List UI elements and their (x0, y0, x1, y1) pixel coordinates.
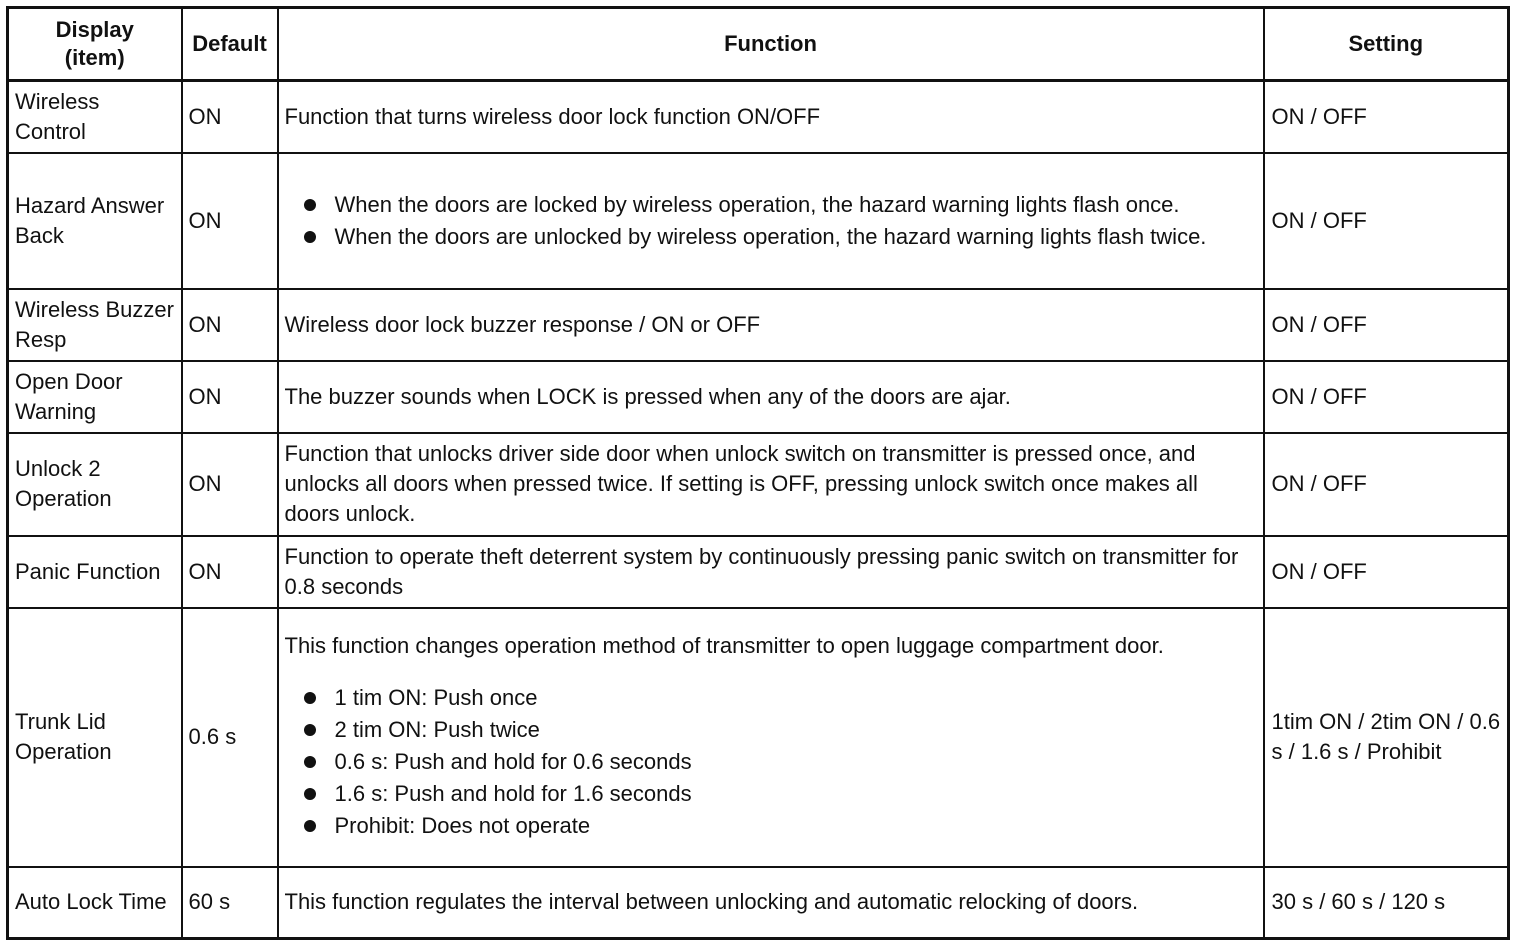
function-cell (278, 608, 1264, 867)
setting-cell: ON / OFF (1264, 433, 1509, 536)
default-cell: ON (182, 536, 278, 608)
bullet-item: When the doors are locked by wireless operation, the hazard warning lights flash once. (285, 190, 1257, 220)
setting-cell: ON / OFF (1264, 289, 1509, 361)
default-cell: ON (182, 153, 278, 289)
header-row (8, 8, 1509, 81)
table-row (8, 153, 1509, 289)
setting-cell: ON / OFF (1264, 153, 1509, 289)
bullet-list (285, 190, 1257, 252)
default-cell: ON (182, 289, 278, 361)
function-cell: The buzzer sounds when LOCK is pressed when any of the doors are ajar. (278, 361, 1264, 433)
setting-cell: 30 s / 60 s / 120 s (1264, 867, 1509, 939)
header-function: Function (278, 8, 1264, 81)
function-intro: This function changes operation method of transmitter to open luggage compartment door. (284, 633, 1164, 658)
table-row (8, 608, 1509, 867)
display-cell: Auto Lock Time (8, 867, 182, 939)
default-cell: ON (182, 81, 278, 153)
setting-cell: ON / OFF (1264, 81, 1509, 153)
default-cell: ON (182, 361, 278, 433)
table-row (8, 867, 1509, 939)
function-cell (278, 153, 1264, 289)
setting-cell: ON / OFF (1264, 536, 1509, 608)
display-cell: Wireless Control (8, 81, 182, 153)
display-cell: Open Door Warning (8, 361, 182, 433)
header-setting: Setting (1264, 8, 1509, 81)
bullet-item: 0.6 s: Push and hold for 0.6 seconds (285, 747, 1257, 777)
display-cell: Unlock 2 Operation (8, 433, 182, 536)
default-cell: ON (182, 433, 278, 536)
settings-table (6, 6, 1510, 940)
bullet-item: 1 tim ON: Push once (285, 683, 1257, 713)
function-cell: Wireless door lock buzzer response / ON or OFF (278, 289, 1264, 361)
display-cell: Wireless Buzzer Resp (8, 289, 182, 361)
bullet-item: 2 tim ON: Push twice (285, 715, 1257, 745)
table-row (8, 361, 1509, 433)
display-cell: Trunk Lid Operation (8, 608, 182, 867)
table-row (8, 536, 1509, 608)
table-row (8, 289, 1509, 361)
table-row (8, 433, 1509, 536)
header-display: Display (item) (8, 8, 182, 81)
setting-cell: ON / OFF (1264, 361, 1509, 433)
function-cell: This function regulates the interval between unlocking and automatic relocking of doors. (278, 867, 1264, 939)
default-cell: 60 s (182, 867, 278, 939)
function-cell: Function that unlocks driver side door when unlock switch on transmitter is pressed once, and unlocks all doors when pressed twice. If setting is OFF, pressing unlock switch once makes all doors unlock. (278, 433, 1264, 536)
function-cell: Function to operate theft deterrent system by continuously pressing panic switch on transmitter for 0.8 seconds (278, 536, 1264, 608)
table-row (8, 81, 1509, 153)
default-cell: 0.6 s (182, 608, 278, 867)
bullet-item: Prohibit: Does not operate (285, 811, 1257, 841)
header-default: Default (182, 8, 278, 81)
bullet-list (285, 683, 1257, 841)
setting-cell: 1tim ON / 2tim ON / 0.6 s / 1.6 s / Prohibit (1264, 608, 1509, 867)
function-cell: Function that turns wireless door lock function ON/OFF (278, 81, 1264, 153)
bullet-item: 1.6 s: Push and hold for 1.6 seconds (285, 779, 1257, 809)
bullet-item: When the doors are unlocked by wireless operation, the hazard warning lights flash twice. (285, 222, 1257, 252)
display-cell: Panic Function (8, 536, 182, 608)
display-cell: Hazard Answer Back (8, 153, 182, 289)
